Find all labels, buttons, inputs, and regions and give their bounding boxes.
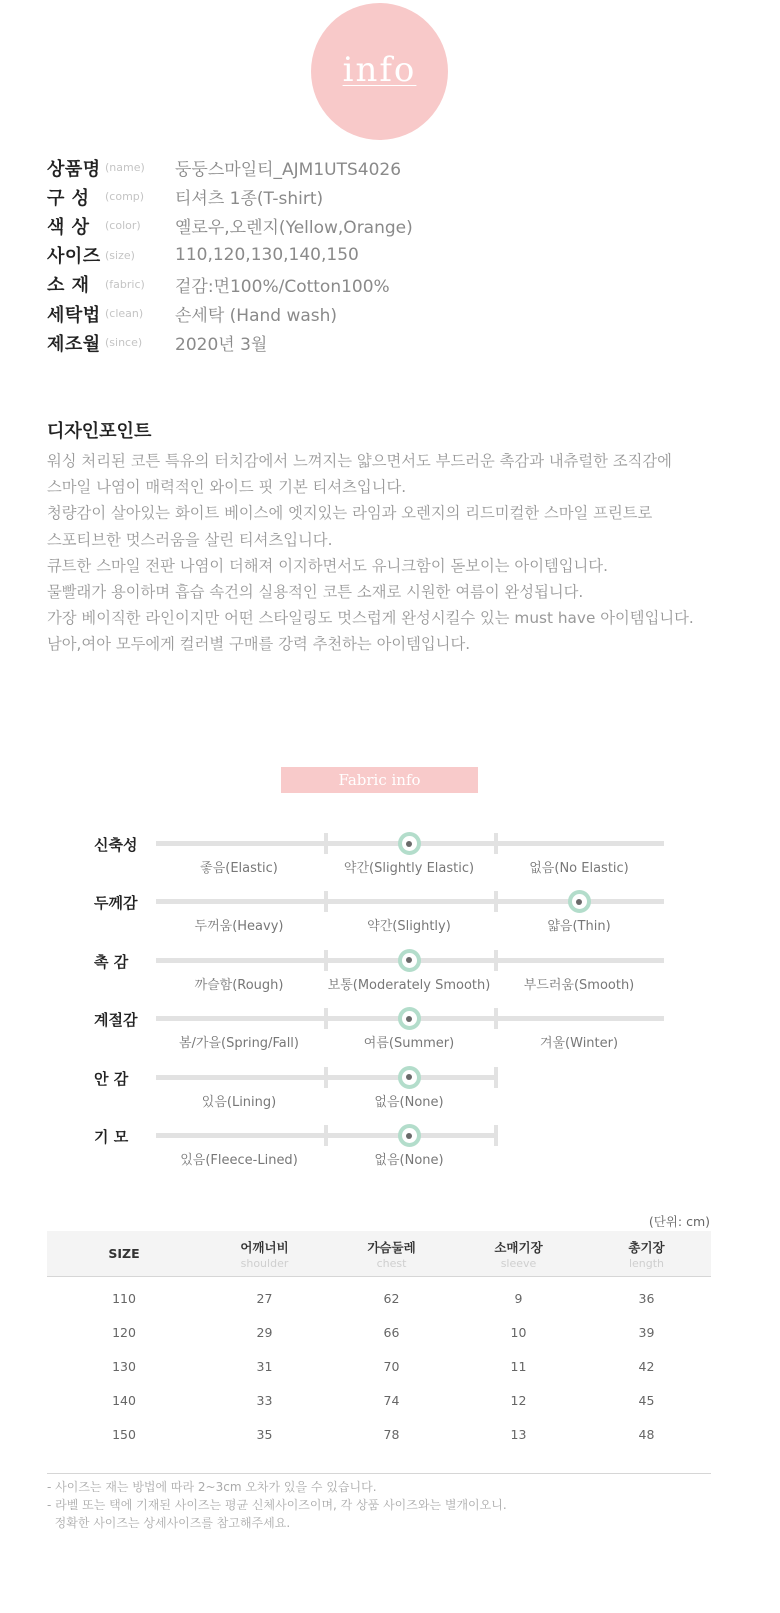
fabric-row [0,1011,780,1074]
fabric-divider [494,1125,498,1146]
size-unit-label: (단위: cm) [648,1214,710,1229]
fabric-divider [324,833,328,854]
size-notes [47,1478,507,1532]
fabric-option-label: 두꺼움(Heavy) [194,919,284,935]
fabric-option-label: 봄/가을(Spring/Fall) [178,1036,299,1052]
size-note: 정확한 사이즈는 상세사이즈를 참고해주세요. [47,1516,291,1530]
info-badge [311,3,448,140]
info-sub-label: (since) [105,336,143,350]
info-key: 세탁법 [47,304,101,326]
size-cell: 120 [112,1324,136,1340]
fabric-row [0,894,780,957]
size-cell: 42 [638,1358,655,1374]
size-cell: 35 [256,1426,273,1442]
size-note: - 사이즈는 재는 방법에 따라 2~3cm 오차가 있을 수 있습니다. [47,1480,377,1494]
info-value: 겉감:면100%/Cotton100% [175,276,390,297]
info-key: 제조월 [47,333,101,355]
size-header-label: 어깨너비 [240,1239,289,1255]
fabric-row-label: 계절감 [94,1011,138,1030]
fabric-row [0,1069,780,1133]
fabric-row-label: 기 모 [94,1128,129,1146]
fabric-selected-dot-icon [398,949,421,972]
size-header-label: 총기장 [628,1239,665,1255]
size-cell: 11 [510,1358,527,1374]
size-cell: 13 [510,1426,527,1442]
info-sub-label: (name) [105,161,145,175]
size-cell: 31 [256,1358,273,1374]
size-cell: 130 [112,1358,136,1374]
size-table-header [455,1231,582,1277]
info-sub-label: (fabric) [105,277,145,291]
info-key: 색 상 [47,216,90,238]
size-cell: 66 [383,1324,400,1340]
fabric-row-label: 신축성 [94,836,138,854]
size-cell: 36 [638,1290,655,1306]
fabric-selected-dot-icon [568,890,591,913]
info-row [47,153,413,182]
design-point-title: 디자인포인트 [47,421,152,442]
fabric-option-label: 없음(None) [374,1153,444,1168]
size-table [47,1231,711,1451]
info-sub-label: (color) [105,219,141,233]
size-header-label: 가슴둘레 [367,1239,416,1255]
size-header-sub: chest [376,1256,407,1270]
size-cell: 70 [383,1358,400,1374]
fabric-row [0,836,780,899]
notes-divider [47,1473,711,1474]
product-info-table [47,153,413,357]
size-table-header [201,1231,328,1277]
fabric-row [0,952,780,1016]
size-header-sub: shoulder [240,1256,289,1270]
info-row [47,299,413,328]
info-key: 상품명 [47,158,101,180]
fabric-option-label: 있음(Fleece-Lined) [180,1153,298,1168]
info-value: 옐로우,오렌지(Yellow,Orange) [175,218,413,239]
size-header-label: SIZE [108,1246,140,1261]
size-table-header [582,1231,711,1277]
fabric-selected-dot-icon [398,832,421,855]
size-cell: 140 [112,1392,136,1408]
fabric-selected-dot-icon [398,1007,421,1030]
fabric-row-label: 촉 감 [94,952,129,971]
design-point-line: 가장 베이직한 라인이지만 어떤 스타일링도 멋스럽게 완성시킬수 있는 must have 아이템입니다. [47,609,694,628]
fabric-divider [494,891,498,912]
fabric-row-label: 안 감 [94,1069,129,1088]
size-header-sub: sleeve [500,1256,537,1270]
fabric-row [0,1128,780,1191]
info-badge-title: info [342,50,417,90]
fabric-option-label: 얇음(Thin) [547,919,611,935]
info-value: 둥둥스마일티_AJM1UTS4026 [175,160,402,181]
fabric-divider [324,1125,328,1146]
fabric-selected-dot-icon [398,1124,421,1147]
fabric-divider [494,950,498,971]
info-key: 구 성 [47,187,90,209]
design-point-line: 물빨래가 용이하며 흡습 속건의 실용적인 코튼 소재로 시원한 여름이 완성됩니다. [47,582,584,601]
fabric-option-label: 있음(Lining) [201,1094,277,1110]
table-row [47,1277,711,1316]
info-row [47,270,413,299]
size-cell: 39 [638,1324,655,1340]
size-cell: 78 [383,1426,400,1442]
fabric-divider [494,1008,498,1029]
design-point-line: 큐트한 스마일 전판 나염이 더해져 이지하면서도 유니크함이 돋보이는 아이템입니다. [47,556,608,575]
fabric-divider [494,833,498,854]
info-key: 사이즈 [47,246,101,268]
size-cell: 29 [256,1324,273,1340]
fabric-divider [324,950,328,971]
design-point-line: 스포티브한 멋스러움을 살린 티셔츠입니다. [47,530,333,549]
fabric-divider [494,1067,498,1088]
info-row [47,328,413,357]
size-cell: 150 [112,1426,136,1442]
fabric-divider [324,1067,328,1088]
size-cell: 74 [383,1392,400,1408]
fabric-divider [324,891,328,912]
table-row [47,1383,711,1417]
size-cell: 12 [510,1392,527,1408]
size-note: - 라벨 또는 택에 기재된 사이즈는 평균 신체사이즈이며, 각 상품 사이즈와는 별개이오니. [47,1498,507,1512]
size-cell: 9 [514,1290,523,1306]
fabric-info-badge: Fabric info [281,767,478,793]
info-sub-label: (clean) [105,307,144,321]
size-cell: 48 [638,1426,655,1442]
design-point-body [47,448,747,658]
fabric-option-label: 좋음(Elastic) [200,861,278,876]
size-cell: 45 [638,1392,655,1408]
size-header-sub: length [628,1256,665,1270]
info-value: 티셔츠 1종(T-shirt) [175,189,324,210]
design-point-line: 워싱 처리된 코튼 특유의 터치감에서 느껴지는 얇으면서도 부드러운 촉감과 내츄럴한 조직감에 [47,452,672,470]
design-point-line: 남아,여아 모두에게 컬러별 구매를 강력 추천하는 아이템입니다. [47,635,471,654]
size-cell: 27 [256,1290,273,1306]
fabric-divider [324,1008,328,1029]
info-key: 소 재 [47,275,90,297]
design-point-line: 청량감이 살아있는 화이트 베이스에 엣지있는 라임과 오렌지의 리드미컬한 스마일 프린트로 [47,504,653,523]
info-sub-label: (comp) [105,190,145,204]
fabric-option-label: 보통(Moderately Smooth) [327,977,491,993]
fabric-selected-dot-icon [398,1066,421,1089]
design-point-line: 스마일 나염이 매력적인 와이드 핏 기본 티셔츠입니다. [47,478,407,497]
fabric-option-label: 겨울(Winter) [539,1036,619,1052]
info-row [47,211,413,240]
fabric-option-label: 여름(Summer) [363,1036,455,1052]
fabric-option-label: 약간(Slightly Elastic) [343,861,475,876]
size-cell: 110 [112,1290,136,1306]
size-table-header [328,1231,455,1277]
info-sub-label: (size) [105,248,135,262]
fabric-option-label: 부드러움(Smooth) [523,977,635,993]
info-value: 2020년 3월 [175,335,268,356]
info-value: 손세탁 (Hand wash) [175,306,338,327]
size-cell: 62 [383,1290,400,1306]
fabric-row-label: 두께감 [94,894,138,913]
size-header-label: 소매기장 [494,1239,543,1255]
fabric-option-label: 까슬함(Rough) [194,977,284,993]
size-cell: 33 [256,1392,273,1408]
table-row [47,1349,711,1383]
info-row [47,241,413,270]
fabric-option-label: 없음(None) [374,1094,444,1110]
size-cell: 10 [510,1324,527,1340]
info-row [47,182,413,211]
fabric-option-label: 약간(Slightly) [367,919,451,935]
table-row [47,1315,711,1349]
table-row [47,1417,711,1451]
info-value: 110,120,130,140,150 [175,245,359,266]
size-table-header [47,1231,201,1277]
fabric-option-label: 없음(No Elastic) [529,861,629,876]
